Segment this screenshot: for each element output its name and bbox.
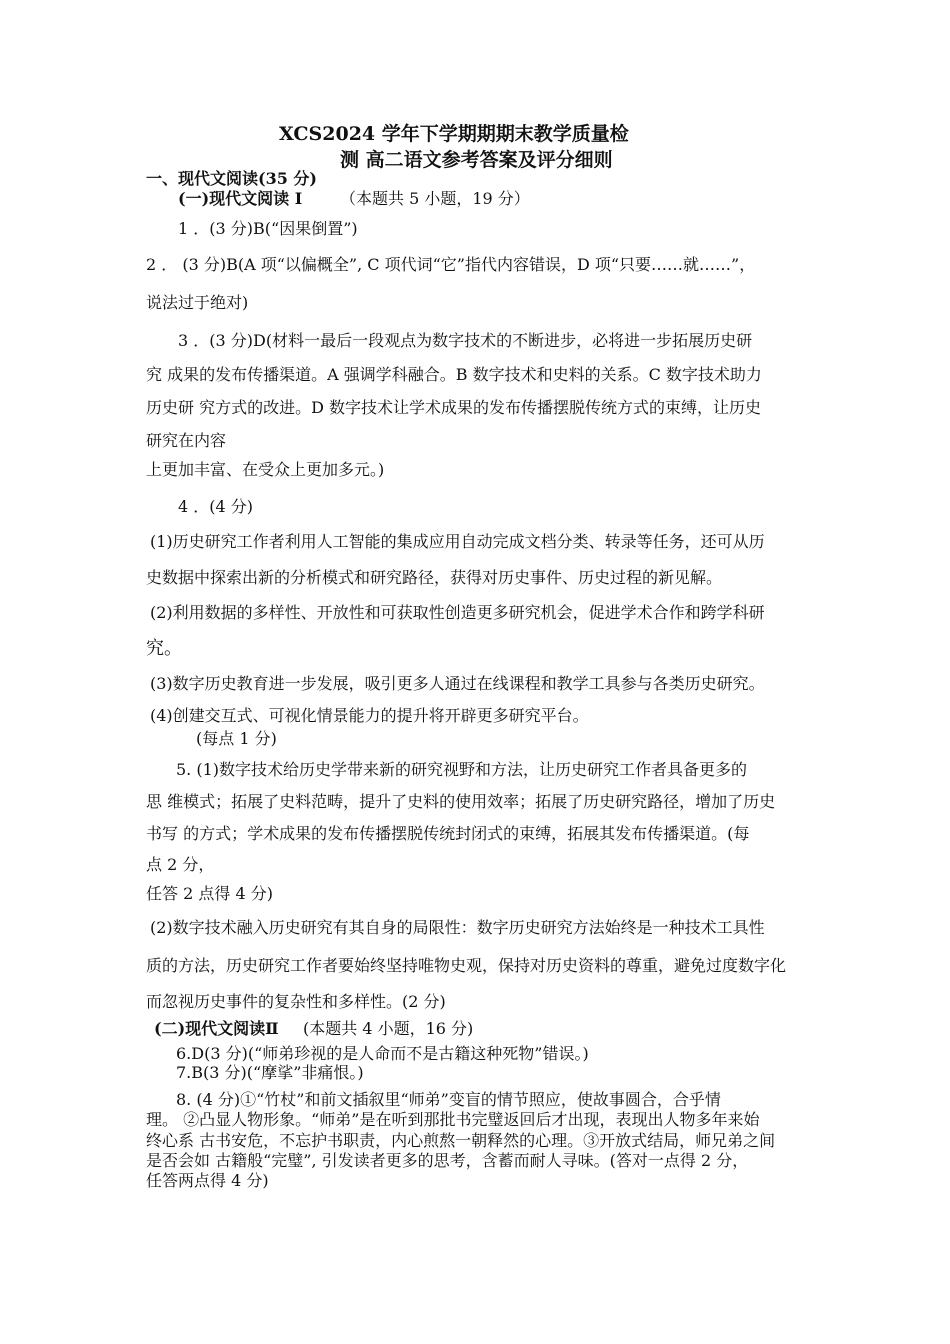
part2-heading: (二)现代文阅读Ⅱ bbox=[154, 1019, 279, 1038]
title-line-1: XCS2024 学年下学期期期末教学质量检 bbox=[279, 123, 629, 145]
answer-q8-line3: 终心系 古书安危，不忘护书职责，内心煎熬一朝释然的心理。③开放式结局，师兄弟之间 bbox=[146, 1131, 776, 1150]
answer-q5-line2: 思 维模式；拓展了史料范畴，提升了史料的使用效率；拓展了历史研究路径，增加了历史 bbox=[146, 792, 776, 811]
answer-q5-line5: 任答 2 点得 4 分) bbox=[146, 884, 273, 903]
answer-q7: 7.B(3 分)(“摩挲”非痛恨。) bbox=[176, 1063, 364, 1082]
answer-q4-head: 4 ．(4 分) bbox=[178, 497, 254, 516]
answer-q5-line3: 书写 的方式；学术成果的发布传播摆脱传统封闭式的束缚，拓展其发布传播渠道。(每 bbox=[146, 824, 750, 843]
answer-q6: 6.D(3 分)(“师弟珍视的是人命而不是古籍这种死物”错误。) bbox=[176, 1044, 589, 1063]
section-heading-modern-reading: 一、现代文阅读(35 分) bbox=[146, 169, 317, 188]
answer-q4-point3: (3)数字历史教育进一步发展，吸引更多人通过在线课程和教学工具参与各类历史研究。 bbox=[150, 674, 765, 693]
answer-q4-point2-line2: 究。 bbox=[146, 638, 182, 659]
answer-q5-part2-line1: (2)数字技术融入历史研究有其自身的局限性：数字历史研究方法始终是一种技术工具性 bbox=[150, 918, 765, 937]
answer-q5-part2-line3: 而忽视历史事件的复杂性和多样性。(2 分) bbox=[146, 992, 446, 1011]
answer-q3-line4: 研究在内容 bbox=[146, 431, 227, 450]
part1-heading: (一)现代文阅读 I bbox=[178, 189, 303, 208]
answer-q3-line3: 历史研 究方式的改进。D 数字技术让学术成果的发布传播摆脱传统方式的束缚，让历史 bbox=[146, 398, 762, 417]
answer-q5-line4: 点 2 分， bbox=[146, 855, 215, 874]
answer-q2-line1: 2 ． (3 分)B(A 项“以偏概全”, C 项代词“它”指代内容错误，D 项“只要……就……”， bbox=[146, 255, 756, 274]
part1-note: （本题共 5 小题，19 分） bbox=[340, 189, 530, 208]
answer-q3-line5: 上更加丰富、在受众上更加多元。) bbox=[146, 460, 385, 479]
answer-q5-line1: 5. (1)数字技术给历史学带来新的研究视野和方法，让历史研究工作者具备更多的 bbox=[176, 760, 748, 779]
answer-q3-line1: 3 ．(3 分)D(材料一最后一段观点为数字技术的不断进步，必将进一步拓展历史研 bbox=[178, 331, 753, 350]
answer-q1: 1 ．(3 分)B(“因果倒置”) bbox=[178, 219, 358, 238]
answer-q8-line2: 理。 ②凸显人物形象。“师弟”是在听到那批书完璧返回后才出现，表现出人物多年来始 bbox=[146, 1110, 760, 1129]
answer-q4-point2-line1: (2)利用数据的多样性、开放性和可获取性创造更多研究机会，促进学术合作和跨学科研 bbox=[150, 603, 765, 622]
answer-q4-point4: (4)创建交互式、可视化情景能力的提升将开辟更多研究平台。 bbox=[150, 706, 589, 725]
answer-q8-line1: 8. (4 分)①“竹杖”和前文插叙里“师弟”变盲的情节照应，使故事圆合，合乎情 bbox=[176, 1090, 721, 1109]
part2-note: (本题共 4 小题，16 分) bbox=[303, 1019, 474, 1038]
answer-q2-line2: 说法过于绝对) bbox=[146, 293, 249, 312]
title-line-2: 测 高二语文参考答案及评分细则 bbox=[340, 149, 613, 171]
answer-q4-score: (每点 1 分) bbox=[196, 729, 277, 748]
answer-q3-line2: 究 成果的发布传播渠道。A 强调学科融合。B 数字技术和史料的关系。C 数字技术助力 bbox=[146, 365, 762, 384]
answer-q4-point1-line1: (1)历史研究工作者利用人工智能的集成应用自动完成文档分类、转录等任务，还可从历 bbox=[150, 532, 765, 551]
answer-q8-line4: 是否会如 古籍般“完璧”, 引发读者更多的思考，含蓄而耐人寻味。(答对一点得 2 分， bbox=[146, 1151, 749, 1170]
answer-q8-line5: 任答两点得 4 分) bbox=[146, 1171, 269, 1190]
answer-q4-point1-line2: 史数据中探索出新的分析模式和研究路径，获得对历史事件、历史过程的新见解。 bbox=[146, 568, 723, 587]
answer-q5-part2-line2: 质的方法，历史研究工作者要始终坚持唯物史观，保持对历史资料的尊重，避免过度数字化 bbox=[146, 956, 787, 975]
